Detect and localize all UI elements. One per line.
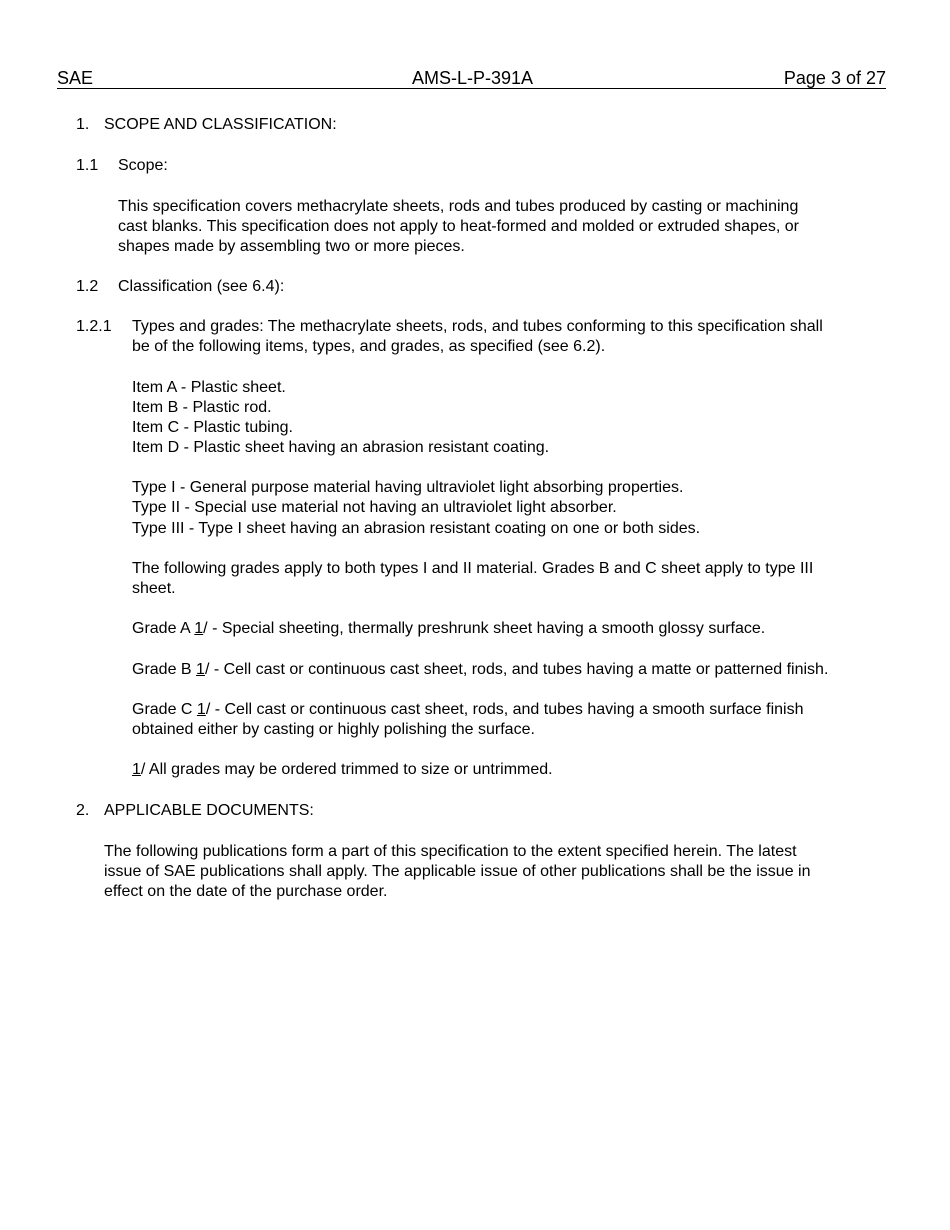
types-grades-text-line: be of the following items, types, and grades, as specified (see 6.2). bbox=[132, 338, 606, 355]
section-1-2-number: 1.2 bbox=[76, 278, 99, 295]
grade-b-entry bbox=[132, 660, 828, 680]
section-2-number: 2. bbox=[76, 802, 90, 819]
footnote-text: / All grades may be ordered trimmed to size or untrimmed. bbox=[140, 761, 553, 778]
grade-a-label: Grade A bbox=[132, 620, 195, 637]
section-1-1-title: Scope: bbox=[118, 157, 168, 174]
section-1-number: 1. bbox=[76, 116, 90, 133]
header-page-number: Page 3 of 27 bbox=[783, 68, 886, 88]
type-entry: Type II - Special use material not having an ultraviolet light absorber. bbox=[132, 499, 617, 516]
scope-text-line: cast blanks. This specification does not apply to heat-formed and molded or extruded shapes, or bbox=[118, 218, 799, 235]
grade-c-entry bbox=[132, 700, 803, 720]
footnote-reference: 1 bbox=[196, 661, 205, 678]
item-entry: Item A - Plastic sheet. bbox=[132, 379, 286, 396]
section-2-text-line: effect on the date of the purchase order. bbox=[104, 883, 388, 900]
footnote-mark: 1 bbox=[132, 761, 141, 778]
grades-intro-line: The following grades apply to both types I and II material. Grades B and C sheet apply to type III bbox=[132, 560, 814, 577]
section-1-1-number: 1.1 bbox=[76, 157, 99, 174]
header-doc-id: AMS-L-P-391A bbox=[412, 68, 534, 88]
section-1-2-title: Classification (see 6.4): bbox=[118, 278, 285, 295]
grade-a-description: / - Special sheeting, thermally preshrunk sheet having a smooth glossy surface. bbox=[203, 620, 766, 637]
item-entry: Item B - Plastic rod. bbox=[132, 399, 272, 416]
types-grades-text-line: Types and grades: The methacrylate sheets, rods, and tubes conforming to this specification shall bbox=[132, 318, 823, 335]
grade-c-label: Grade C bbox=[132, 701, 197, 718]
item-entry: Item D - Plastic sheet having an abrasion resistant coating. bbox=[132, 439, 550, 456]
type-entry: Type I - General purpose material having ultraviolet light absorbing properties. bbox=[132, 479, 684, 496]
type-entry: Type III - Type I sheet having an abrasion resistant coating on one or both sides. bbox=[132, 520, 701, 537]
grades-intro-line: sheet. bbox=[132, 580, 176, 597]
grade-b-description: / - Cell cast or continuous cast sheet, rods, and tubes having a matte or patterned finish. bbox=[204, 661, 829, 678]
scope-text-line: shapes made by assembling two or more pieces. bbox=[118, 238, 465, 255]
section-2-heading: APPLICABLE DOCUMENTS: bbox=[104, 802, 314, 819]
grade-c-description: / - Cell cast or continuous cast sheet, rods, and tubes having a smooth surface finish bbox=[205, 701, 804, 718]
grade-b-label: Grade B bbox=[132, 661, 197, 678]
footnote bbox=[132, 760, 553, 780]
scope-text-line: This specification covers methacrylate sheets, rods and tubes produced by casting or machining bbox=[118, 198, 799, 215]
header-org: SAE bbox=[57, 68, 94, 88]
page-header bbox=[57, 68, 886, 89]
footnote-reference: 1 bbox=[194, 620, 204, 637]
item-entry: Item C - Plastic tubing. bbox=[132, 419, 293, 436]
footnote-reference: 1 bbox=[196, 701, 206, 718]
grade-c-description-line2: obtained either by casting or highly polishing the surface. bbox=[132, 721, 535, 738]
section-1-2-1-number: 1.2.1 bbox=[76, 318, 112, 335]
section-1-heading: SCOPE AND CLASSIFICATION: bbox=[104, 116, 337, 133]
section-2-text-line: The following publications form a part of this specification to the extent specified herein. The latest bbox=[104, 843, 797, 860]
grade-a-entry bbox=[132, 619, 765, 639]
section-2-text-line: issue of SAE publications shall apply. The applicable issue of other publications shall be the issue in bbox=[104, 863, 811, 880]
